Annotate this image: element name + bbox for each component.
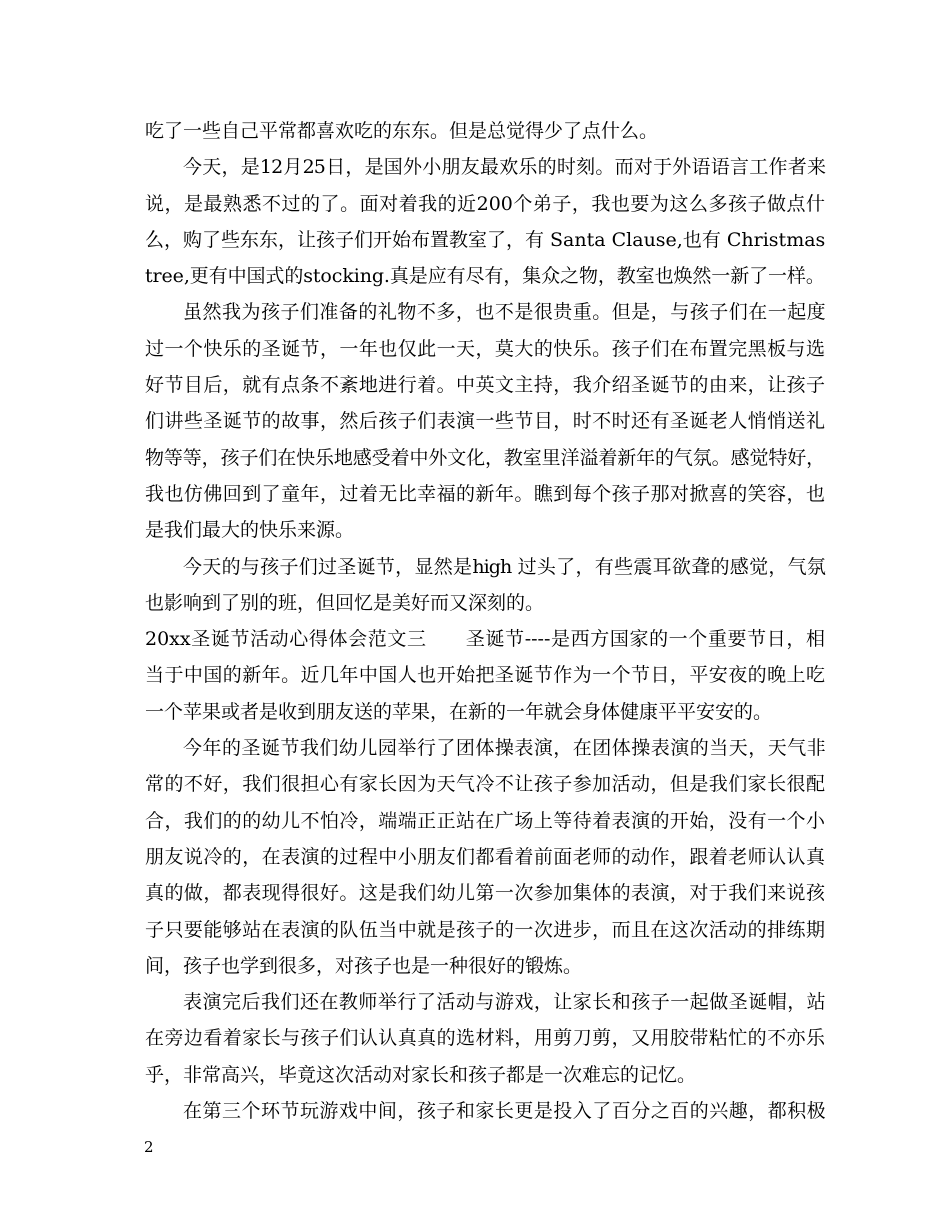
text-line: 们讲些圣诞节的故事，然后孩子们表演一些节目，时不时还有圣诞老人悄悄送礼 <box>145 410 825 433</box>
text-line: 在第三个环节玩游戏中间，孩子和家长更是投入了百分之百的兴趣，都积极 <box>183 1100 825 1123</box>
text-line: 我也仿佛回到了童年，过着无比幸福的新年。瞧到每个孩子那对掀喜的笑容，也 <box>145 482 825 505</box>
text-line: 常的不好，我们很担心有家长因为天气冷不让孩子参加活动，但是我们家长很配 <box>145 773 825 796</box>
text-line: 今天的与孩子们过圣诞节，显然是high 过头了，有些震耳欲聋的感觉，气氛 <box>183 555 825 578</box>
text-line: 当于中国的新年。近几年中国人也开始把圣诞节作为一个节日，平安夜的晚上吃 <box>145 664 825 687</box>
text-line: 虽然我为孩子们准备的礼物不多，也不是很贵重。但是，与孩子们在一起度 <box>183 301 825 324</box>
text-line: 也影响到了别的班，但回忆是美好而又深刻的。 <box>145 591 545 614</box>
text-line: 子只要能够站在表演的队伍当中就是孩子的一次进步，而且在这次活动的排练期 <box>145 918 825 941</box>
text-line: 间，孩子也学到很多，对孩子也是一种很好的锻炼。 <box>145 954 583 977</box>
text-line: 物等等，孩子们在快乐地感受着中外文化，教室里洋溢着新年的气氛。感觉特好， <box>145 446 826 469</box>
text-line: 20xx圣诞节活动心得体会范文三 圣诞节----是西方国家的一个重要节日，相 <box>145 628 825 651</box>
text-line: 今年的圣诞节我们幼儿园举行了团体操表演，在团体操表演的当天，天气非 <box>183 737 825 760</box>
page-number: 2 <box>144 1138 154 1156</box>
text-line: 说，是最熟悉不过的了。面对着我的近200个弟子，我也要为这么多孩子做点什 <box>145 192 825 215</box>
text-line: tree,更有中国式的stocking.真是应有尽有，集众之物，教室也焕然一新了一样。 <box>145 265 825 288</box>
text-line: 乎，非常高兴，毕竟这次活动对家长和孩子都是一次难忘的记忆。 <box>145 1063 697 1086</box>
text-line: 在旁边看着家长与孩子们认认真真的选材料，用剪刀剪，又用胶带粘忙的不亦乐 <box>145 1027 825 1050</box>
text-line: 一个苹果或者是收到朋友送的苹果，在新的一年就会身体健康平平安安的。 <box>145 700 773 723</box>
text-line: 真的做，都表现得很好。这是我们幼儿第一次参加集体的表演，对于我们来说孩 <box>145 882 825 905</box>
text-line: 是我们最大的快乐来源。 <box>145 519 355 542</box>
text-line: 合，我们的的幼儿不怕冷，端端正正站在广场上等待着表演的开始，没有一个小 <box>145 809 825 832</box>
text-line: 好节目后，就有点条不紊地进行着。中英文主持，我介绍圣诞节的由来，让孩子 <box>145 374 825 397</box>
text-line: 朋友说冷的，在表演的过程中小朋友们都看着前面老师的动作，跟着老师认认真 <box>145 845 825 868</box>
text-line: 么，购了些东东，让孩子们开始布置教室了，有 Santa Clause,也有 Christmas <box>145 228 826 251</box>
document-body <box>145 113 825 1129</box>
text-line: 过一个快乐的圣诞节，一年也仅此一天，莫大的快乐。孩子们在布置完黑板与选 <box>145 337 825 360</box>
text-line: 吃了一些自己平常都喜欢吃的东东。但是总觉得少了点什么。 <box>145 120 659 142</box>
text-line: 今天，是12月25日，是国外小朋友最欢乐的时刻。而对于外语语言工作者来 <box>183 156 825 179</box>
text-line: 表演完后我们还在教师举行了活动与游戏，让家长和孩子一起做圣诞帽，站 <box>183 991 825 1014</box>
